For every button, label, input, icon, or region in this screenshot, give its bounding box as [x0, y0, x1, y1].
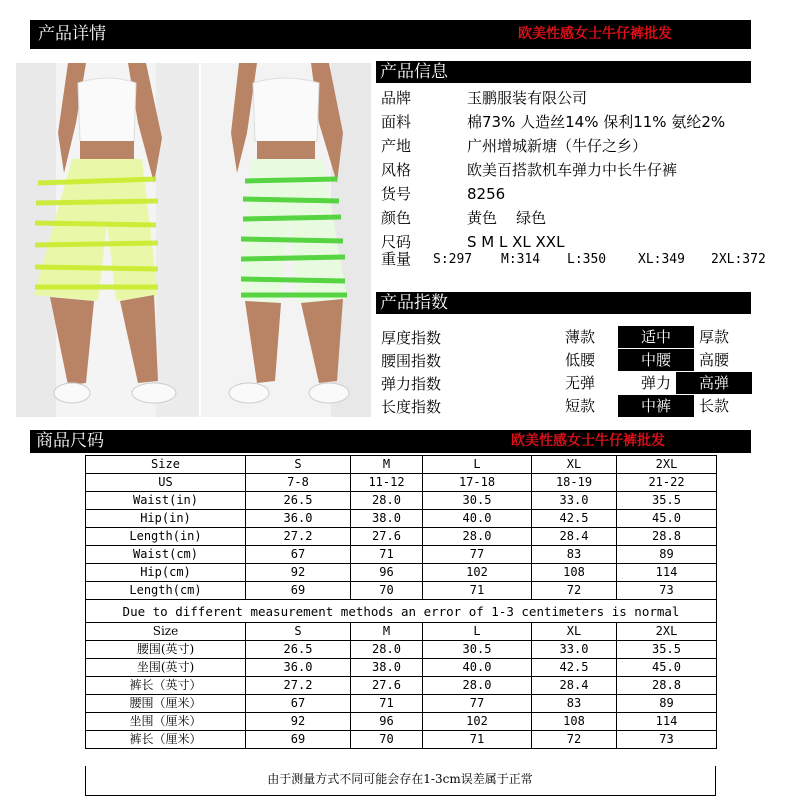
size-cell: 96: [351, 564, 423, 582]
info-label: 品牌: [381, 89, 412, 107]
size-cell: 40.0: [423, 659, 532, 677]
size-cell: 28.8: [617, 528, 717, 546]
weight-m: M:314: [501, 252, 541, 267]
header-title: 产品详情: [38, 24, 106, 44]
info-label: 风格: [381, 161, 412, 179]
size-cell: 67: [246, 695, 351, 713]
info-value: 8256: [467, 185, 506, 203]
size-cell: 73: [617, 582, 717, 600]
index-label: 长度指数: [381, 398, 442, 416]
size-cell: 70: [351, 582, 423, 600]
size-cell: 108: [532, 713, 617, 731]
info-value: 玉鹏服装有限公司: [467, 89, 588, 107]
size-cell: 28.4: [532, 528, 617, 546]
weight-label: 重量: [381, 250, 412, 268]
size-cell: 71: [351, 695, 423, 713]
index-option: 长款: [698, 397, 729, 415]
size-cell: L: [423, 623, 532, 641]
size-cell: 28.8: [617, 677, 717, 695]
size-cell: 36.0: [246, 659, 351, 677]
size-cell: 28.0: [351, 641, 423, 659]
size-cell: 28.4: [532, 677, 617, 695]
size-cell: 72: [532, 582, 617, 600]
row-header: Size: [86, 456, 246, 474]
size-cell: 42.5: [532, 510, 617, 528]
size-row-en: [86, 456, 717, 474]
index-option: 薄款: [564, 328, 595, 346]
size-note-row: [86, 600, 717, 623]
size-row-en: [86, 546, 717, 564]
size-cell: 2XL: [617, 623, 717, 641]
row-header: Length(in): [86, 528, 246, 546]
row-header: Waist(cm): [86, 546, 246, 564]
weight-xl: XL:349: [638, 252, 685, 267]
size-cell: 26.5: [246, 492, 351, 510]
size-cell: 114: [617, 713, 717, 731]
index-label: 厚度指数: [381, 329, 442, 347]
index-label: 弹力指数: [381, 375, 442, 393]
size-cell: 71: [351, 546, 423, 564]
index-option: 短款: [564, 397, 595, 415]
row-header: Waist(in): [86, 492, 246, 510]
header-tag: 欧美性感女士牛仔裤批发: [512, 23, 749, 45]
row-header: US: [86, 474, 246, 492]
size-cell: 77: [423, 695, 532, 713]
index-option: 低腰: [564, 351, 595, 369]
size-cell: 35.5: [617, 641, 717, 659]
info-label: 面料: [381, 113, 412, 131]
index-option-selected: 适中: [618, 326, 694, 348]
size-cell: 45.0: [617, 510, 717, 528]
weight-s: S:297: [433, 252, 473, 267]
size-cell: 38.0: [351, 659, 423, 677]
size-cell: 71: [423, 731, 532, 749]
size-row-en: [86, 510, 717, 528]
size-cell: 73: [617, 731, 717, 749]
size-cell: 72: [532, 731, 617, 749]
size-cell: 33.0: [532, 492, 617, 510]
size-cell: 83: [532, 695, 617, 713]
index-option: 厚款: [698, 328, 729, 346]
size-cell: 69: [246, 582, 351, 600]
size-cell: 114: [617, 564, 717, 582]
index-option-selected: 中腰: [618, 349, 694, 371]
size-cell: XL: [532, 623, 617, 641]
row-header: 裤长（英寸）: [86, 677, 246, 695]
size-row-en: [86, 582, 717, 600]
size-cell: 2XL: [617, 456, 717, 474]
info-value: 黄色 绿色: [467, 209, 547, 227]
row-header: Length(cm): [86, 582, 246, 600]
size-cell: 17-18: [423, 474, 532, 492]
size-cell: XL: [532, 456, 617, 474]
size-cell: 108: [532, 564, 617, 582]
index-option: 高腰: [698, 351, 729, 369]
row-header: 腰围（厘米）: [86, 695, 246, 713]
size-cell: 27.6: [351, 528, 423, 546]
size-cell: 92: [246, 564, 351, 582]
size-title: 商品尺码: [36, 431, 104, 451]
index-option-selected: 高弹: [676, 372, 752, 394]
size-cell: 102: [423, 713, 532, 731]
size-cell: 77: [423, 546, 532, 564]
size-cell: 28.0: [423, 677, 532, 695]
size-cell: 89: [617, 546, 717, 564]
info-label: 尺码: [381, 233, 412, 251]
row-header: 裤长（厘米）: [86, 731, 246, 749]
product-photo-green: [201, 63, 371, 417]
size-row-cn: [86, 677, 717, 695]
info-title: 产品信息: [380, 62, 448, 82]
info-value: S M L XL XXL: [467, 233, 565, 251]
size-cell: 11-12: [351, 474, 423, 492]
info-title-bar: [376, 61, 751, 83]
size-cell: 26.5: [246, 641, 351, 659]
size-cell: 35.5: [617, 492, 717, 510]
info-label: 货号: [381, 185, 412, 203]
weight-2xl: 2XL:372: [711, 252, 766, 267]
size-cell: 30.5: [423, 641, 532, 659]
cn-note-text: 由于测量方式不同可能会存在1-3cm误差属于正常: [267, 772, 533, 786]
index-option-selected: 中裤: [618, 395, 694, 417]
info-value: 欧美百搭款机车弹力中长牛仔裤: [467, 161, 678, 179]
row-header: 坐围（厘米）: [86, 713, 246, 731]
size-cell: 89: [617, 695, 717, 713]
size-row-cn: [86, 641, 717, 659]
size-cell: 69: [246, 731, 351, 749]
size-cell: 27.6: [351, 677, 423, 695]
index-option: 弹力: [640, 374, 671, 392]
index-label: 腰围指数: [381, 352, 442, 370]
row-header: 坐围(英寸): [86, 659, 246, 677]
size-row-en: [86, 528, 717, 546]
size-cell: 21-22: [617, 474, 717, 492]
size-cell: 27.2: [246, 677, 351, 695]
size-table-en: [85, 455, 717, 749]
size-cell: S: [246, 623, 351, 641]
size-row-cn: [86, 659, 717, 677]
size-cell: 18-19: [532, 474, 617, 492]
size-row-en: [86, 474, 717, 492]
size-cell: 7-8: [246, 474, 351, 492]
size-cell: 102: [423, 564, 532, 582]
index-option: 无弹: [564, 374, 595, 392]
row-header: 腰围(英寸): [86, 641, 246, 659]
info-value: 棉73% 人造丝14% 保利11% 氨纶2%: [467, 113, 726, 131]
size-cell: 33.0: [532, 641, 617, 659]
info-label: 产地: [381, 137, 412, 155]
info-label: 颜色: [381, 209, 412, 227]
size-cell: 28.0: [351, 492, 423, 510]
size-cell: 36.0: [246, 510, 351, 528]
size-cell: 71: [423, 582, 532, 600]
weight-l: L:350: [567, 252, 607, 267]
size-cell: 67: [246, 546, 351, 564]
row-header: Size: [86, 623, 246, 641]
size-cell: L: [423, 456, 532, 474]
row-header: Hip(cm): [86, 564, 246, 582]
size-row-cn: [86, 695, 717, 713]
row-header: Hip(in): [86, 510, 246, 528]
info-value: 广州增城新塘（牛仔之乡）: [467, 137, 648, 155]
size-cell: 96: [351, 713, 423, 731]
size-cell: 30.5: [423, 492, 532, 510]
measurement-note: Due to different measurement methods an error of 1-3 centimeters is normal: [86, 600, 717, 623]
size-cell: M: [351, 623, 423, 641]
product-photo-yellow: [16, 63, 199, 417]
size-cell: 42.5: [532, 659, 617, 677]
size-row-en: [86, 492, 717, 510]
size-cell: 83: [532, 546, 617, 564]
size-tag: 欧美性感女士牛仔裤批发: [505, 431, 742, 452]
size-cell: 40.0: [423, 510, 532, 528]
size-row-en: [86, 564, 717, 582]
size-cell: 38.0: [351, 510, 423, 528]
size-row-cn: [86, 623, 717, 641]
size-row-cn: [86, 731, 717, 749]
index-title: 产品指数: [380, 293, 448, 313]
size-cell: 70: [351, 731, 423, 749]
index-title-bar: [376, 292, 751, 314]
size-cell: 27.2: [246, 528, 351, 546]
size-cell: 45.0: [617, 659, 717, 677]
size-cell: M: [351, 456, 423, 474]
size-cell: 92: [246, 713, 351, 731]
size-row-cn: [86, 713, 717, 731]
size-cell: S: [246, 456, 351, 474]
size-cell: 28.0: [423, 528, 532, 546]
